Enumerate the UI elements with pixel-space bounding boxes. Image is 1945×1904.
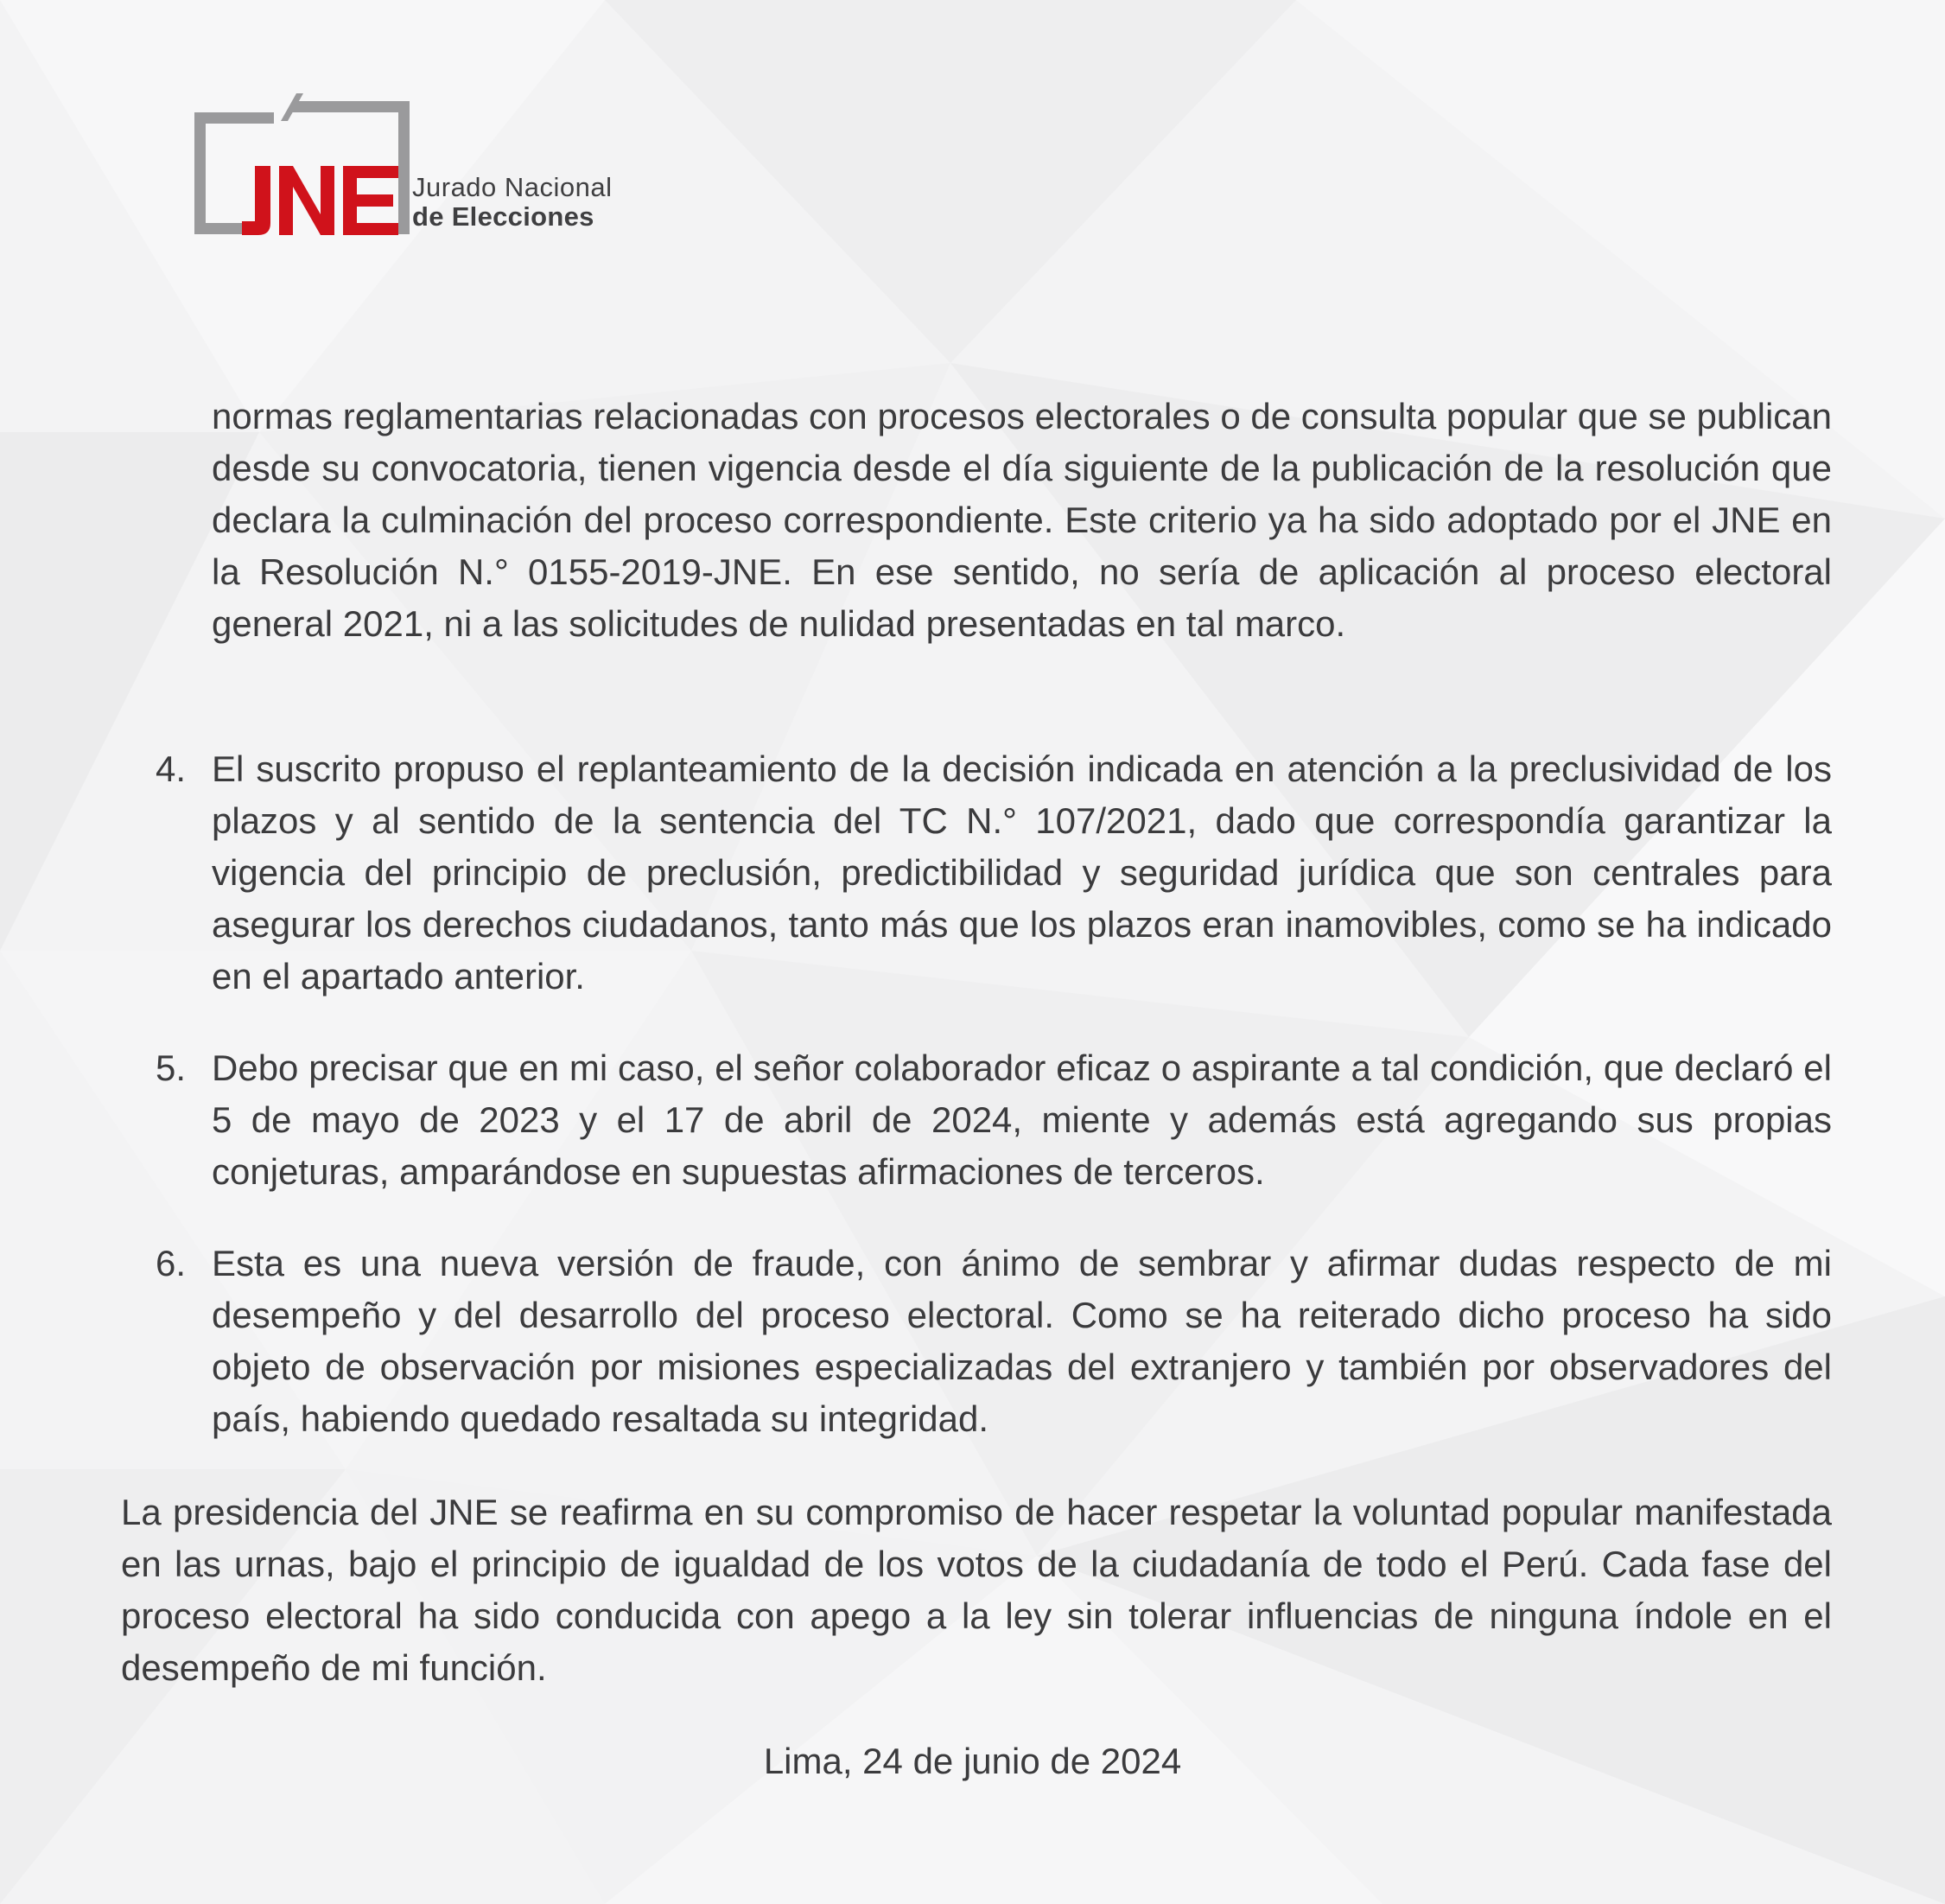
jne-logo-mark: [194, 93, 410, 240]
date-line: Lima, 24 de junio de 2024: [763, 1741, 1182, 1781]
list-item-number: 5.: [156, 1048, 187, 1088]
list-item-text: El suscrito propuso el replanteamiento de la decisión indicada en atención a la preclusividad de los plazos y al sentido de la sentencia del TC N.° 107/2021, dado que correspondía garantizar la vigencia del principio de preclusión, predictibilidad y seguridad jurídica que son centrales para asegurar los derechos ciudadanos, tanto más que los plazos eran inamovibles, como se ha indicado en el apartado anterior.: [212, 748, 1832, 997]
list-item-number: 4.: [156, 748, 187, 789]
continuation-paragraph: normas reglamentarias relacionadas con procesos electorales o de consulta popular que se publican desde su convocatoria, tienen vigencia desde el día siguiente de la publicación de la resolución que declara la culminación del proceso correspondiente. Este criterio ya ha sido adoptado por el JNE en la Resolución N.° 0155-2019-JNE. En ese sentido, no sería de aplicación al proceso electoral general 2021, ni a las solicitudes de nulidad presentadas en tal marco.: [212, 396, 1832, 644]
list-item-text: Debo precisar que en mi caso, el señor colaborador eficaz o aspirante a tal condición, que declaró el 5 de mayo de 2023 y el 17 de abril de 2024, miente y además está agregando sus propias conjeturas, amparándose en supuestas afirmaciones de terceros.: [212, 1048, 1832, 1192]
list-item-number: 6.: [156, 1243, 187, 1283]
logo-wordmark: [412, 173, 613, 232]
list-item-text: Esta es una nueva versión de fraude, con ánimo de sembrar y afirmar dudas respecto de mi desempeño y del desarrollo del proceso electoral. Como se ha reiterado dicho proceso ha sido objeto de observación por misiones especializadas del extranjero y también por observadores del país, habiendo quedado resaltada su integridad.: [212, 1243, 1832, 1439]
closing-paragraph: La presidencia del JNE se reafirma en su compromiso de hacer respetar la voluntad popular manifestada en las urnas, bajo el principio de igualdad de los votos de la ciudadanía de todo el Perú. Cada fase del proceso electoral ha sido conducida con apego a la ley sin tolerar influencias de ninguna índole en el desempeño de mi función.: [121, 1492, 1832, 1688]
logo-line-1: Jurado Nacional: [412, 172, 613, 202]
jne-logo: [194, 93, 644, 240]
logo-line-2: de Elecciones: [412, 201, 594, 232]
